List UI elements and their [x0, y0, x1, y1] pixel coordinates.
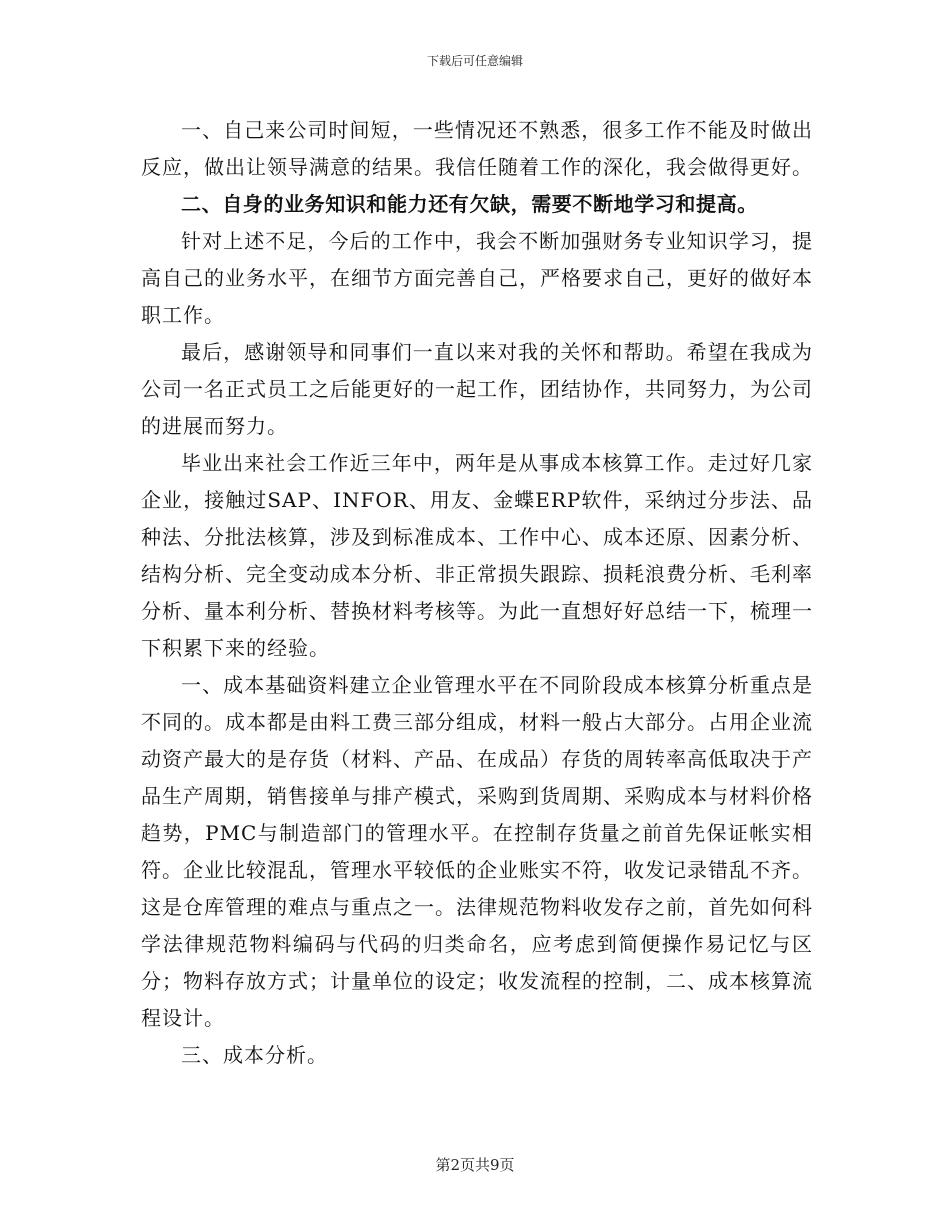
paragraph-1: 一、自己来公司时间短，一些情况还不熟悉，很多工作不能及时做出反应，做出让领导满意的结果。我信任随着工作的深化，我会做得更好。 [141, 118, 813, 179]
paragraph-7: 三、成本分析。 [181, 1043, 328, 1067]
document-body [141, 112, 813, 1074]
paragraph-6: 一、成本基础资料建立企业管理水平在不同阶段成本核算分析重点是不同的。成本都是由料工费三部分组成，材料一般占大部分。占用企业流动资产最大的是存货（材料、产品、在成品）存货的周转率高低取决于产品生产周期，销售接单与排产模式，采购到货周期、采购成本与材料价格趋势，PMC与制造部门的管理水平。在控制存货量之前首先保证帐实相符。企业比较混乱，管理水平较低的企业账实不符，收发记录错乱不齐。这是仓库管理的难点与重点之一。法律规范物料收发存之前，首先如何科学法律规范物料编码与代码的归类命名，应考虑到简便操作易记忆与区分；物料存放方式；计量单位的设定；收发流程的控制，二、成本核算流程设计。 [141, 673, 813, 1030]
paragraph-5: 毕业出来社会工作近三年中，两年是从事成本核算工作。走过好几家企业，接触过SAP、INFOR、用友、金蝶ERP软件，采纳过分步法、品种法、分批法核算，涉及到标准成本、工作中心、成本还原、因素分析、结构分析、完全变动成本分析、非正常损失跟踪、损耗浪费分析、毛利率分析、量本利分析、替换材料考核等。为此一直想好好总结一下，梳理一下积累下来的经验。 [141, 451, 813, 660]
page-number-footer: 第2页共9页 [435, 1156, 515, 1174]
paragraph-2-heading: 二、自身的业务知识和能力还有欠缺，需要不断地学习和提高。 [181, 192, 758, 216]
paragraph-3: 针对上述不足，今后的工作中，我会不断加强财务专业知识学习，提高自己的业务水平，在细节方面完善自己，严格要求自己，更好的做好本职工作。 [141, 229, 813, 327]
paragraph-4: 最后，感谢领导和同事们一直以来对我的关怀和帮助。希望在我成为公司一名正式员工之后能更好的一起工作，团结协作，共同努力，为公司的进展而努力。 [141, 340, 813, 438]
page-header: 下载后可任意编辑 [426, 54, 523, 68]
